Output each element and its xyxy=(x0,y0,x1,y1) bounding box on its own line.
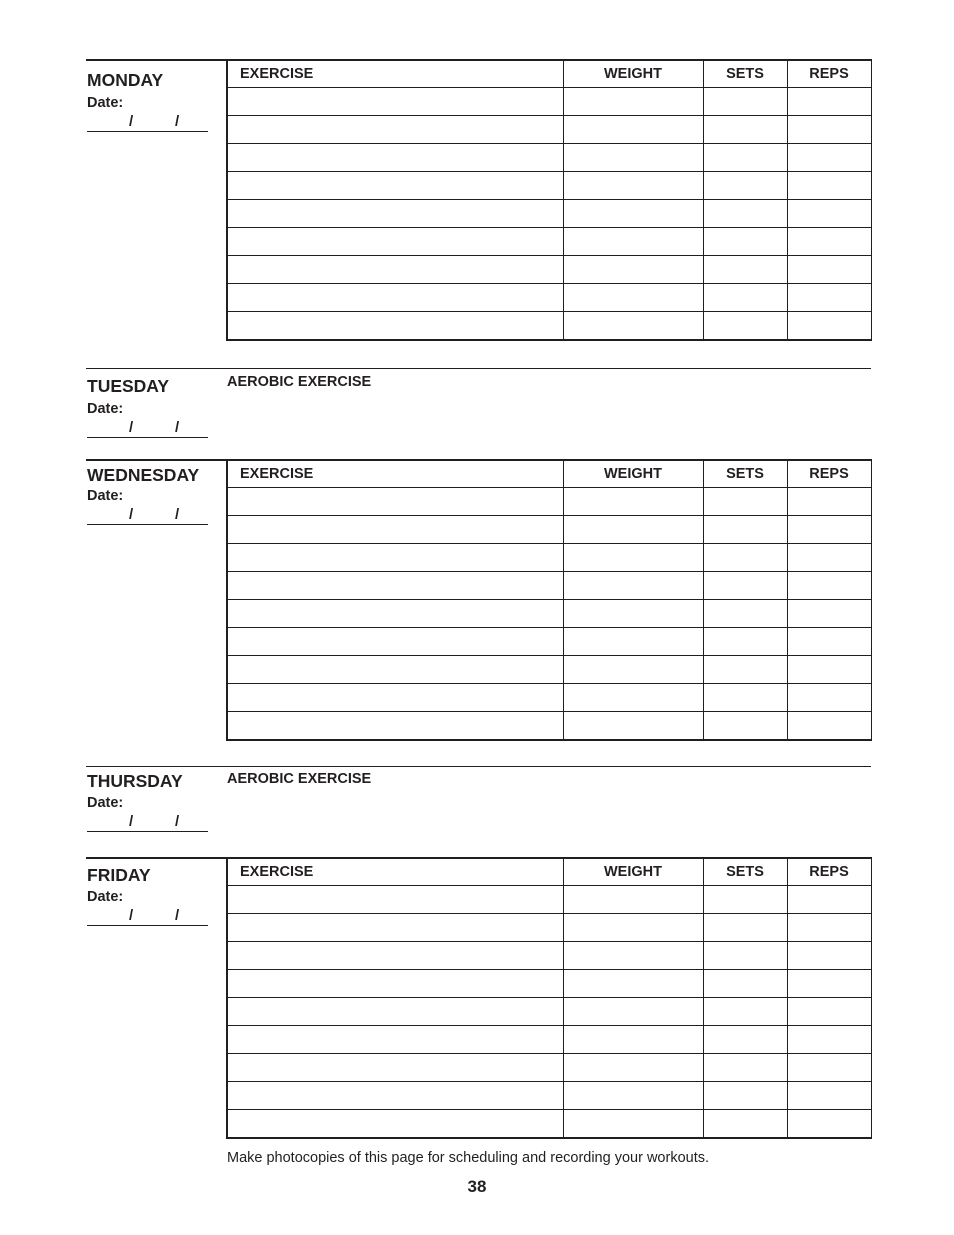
exercise-table xyxy=(226,857,872,1139)
exercise-cell[interactable] xyxy=(227,172,563,200)
sets-cell[interactable] xyxy=(703,1110,787,1139)
exercise-cell[interactable] xyxy=(227,488,563,516)
sets-cell[interactable] xyxy=(703,312,787,341)
reps-cell[interactable] xyxy=(787,516,871,544)
weight-cell[interactable] xyxy=(563,488,703,516)
exercise-cell[interactable] xyxy=(227,1110,563,1139)
reps-cell[interactable] xyxy=(787,200,871,228)
page-number: 38 xyxy=(467,1177,487,1196)
reps-cell[interactable] xyxy=(787,544,871,572)
reps-cell[interactable] xyxy=(787,572,871,600)
reps-cell[interactable] xyxy=(787,886,871,914)
day-title: THURSDAY xyxy=(87,771,183,791)
exercise-table xyxy=(226,459,872,741)
reps-cell[interactable] xyxy=(787,684,871,712)
exercise-cell[interactable] xyxy=(227,970,563,998)
date-separator: / xyxy=(129,813,134,830)
reps-cell[interactable] xyxy=(787,998,871,1026)
header-weight: WEIGHT xyxy=(563,460,703,488)
exercise-cell[interactable] xyxy=(227,942,563,970)
exercise-cell[interactable] xyxy=(227,600,563,628)
weight-cell[interactable] xyxy=(563,628,703,656)
date-separator: / xyxy=(129,113,134,130)
table-row xyxy=(227,970,871,998)
weight-cell[interactable] xyxy=(563,116,703,144)
table-body xyxy=(227,88,871,341)
date-label: Date: xyxy=(87,401,124,417)
reps-cell[interactable] xyxy=(787,312,871,341)
sets-cell[interactable] xyxy=(703,516,787,544)
table-row xyxy=(227,998,871,1026)
sets-cell[interactable] xyxy=(703,1026,787,1054)
table-row xyxy=(227,88,871,116)
sets-cell[interactable] xyxy=(703,200,787,228)
sets-cell[interactable] xyxy=(703,1082,787,1110)
date-separator: / xyxy=(129,907,134,924)
date-field[interactable] xyxy=(87,113,208,132)
date-separator: / xyxy=(129,506,134,523)
table-row xyxy=(227,942,871,970)
exercise-cell[interactable] xyxy=(227,914,563,942)
table-row xyxy=(227,256,871,284)
sets-cell[interactable] xyxy=(703,914,787,942)
weight-cell[interactable] xyxy=(563,886,703,914)
reps-cell[interactable] xyxy=(787,284,871,312)
date-separator: / xyxy=(175,419,180,436)
reps-cell[interactable] xyxy=(787,228,871,256)
reps-cell[interactable] xyxy=(787,1082,871,1110)
sets-cell[interactable] xyxy=(703,942,787,970)
exercise-cell[interactable] xyxy=(227,886,563,914)
exercise-cell[interactable] xyxy=(227,684,563,712)
weight-cell[interactable] xyxy=(563,600,703,628)
header-sets: SETS xyxy=(703,60,787,88)
date-label: Date: xyxy=(87,488,124,504)
table-row xyxy=(227,1054,871,1082)
weight-cell[interactable] xyxy=(563,516,703,544)
weight-cell[interactable] xyxy=(563,942,703,970)
weight-cell[interactable] xyxy=(563,88,703,116)
exercise-cell[interactable] xyxy=(227,628,563,656)
table-row xyxy=(227,712,871,741)
weight-cell[interactable] xyxy=(563,712,703,741)
date-label: Date: xyxy=(87,889,124,905)
exercise-cell[interactable] xyxy=(227,656,563,684)
table-row xyxy=(227,228,871,256)
table-body xyxy=(227,886,871,1139)
weight-cell[interactable] xyxy=(563,572,703,600)
table-row xyxy=(227,914,871,942)
exercise-cell[interactable] xyxy=(227,116,563,144)
sets-cell[interactable] xyxy=(703,284,787,312)
table-row xyxy=(227,544,871,572)
table-row xyxy=(227,116,871,144)
date-field[interactable] xyxy=(87,907,208,926)
table-row xyxy=(227,172,871,200)
exercise-cell[interactable] xyxy=(227,88,563,116)
reps-cell[interactable] xyxy=(787,970,871,998)
sets-cell[interactable] xyxy=(703,144,787,172)
reps-cell[interactable] xyxy=(787,256,871,284)
weight-cell[interactable] xyxy=(563,1054,703,1082)
reps-cell[interactable] xyxy=(787,488,871,516)
table-row xyxy=(227,1082,871,1110)
exercise-cell[interactable] xyxy=(227,284,563,312)
reps-cell[interactable] xyxy=(787,656,871,684)
header-weight: WEIGHT xyxy=(563,60,703,88)
reps-cell[interactable] xyxy=(787,172,871,200)
weight-cell[interactable] xyxy=(563,200,703,228)
table-row xyxy=(227,886,871,914)
date-field[interactable] xyxy=(87,506,208,525)
table-row xyxy=(227,656,871,684)
reps-cell[interactable] xyxy=(787,1054,871,1082)
sets-cell[interactable] xyxy=(703,886,787,914)
exercise-cell[interactable] xyxy=(227,712,563,741)
date-separator: / xyxy=(175,907,180,924)
weight-cell[interactable] xyxy=(563,172,703,200)
header-reps: REPS xyxy=(787,858,871,886)
weight-cell[interactable] xyxy=(563,1026,703,1054)
date-separator: / xyxy=(129,419,134,436)
exercise-cell[interactable] xyxy=(227,144,563,172)
weight-cell[interactable] xyxy=(563,312,703,341)
date-label: Date: xyxy=(87,95,124,111)
reps-cell[interactable] xyxy=(787,712,871,741)
reps-cell[interactable] xyxy=(787,116,871,144)
exercise-cell[interactable] xyxy=(227,1054,563,1082)
sets-cell[interactable] xyxy=(703,684,787,712)
table-row xyxy=(227,200,871,228)
reps-cell[interactable] xyxy=(787,600,871,628)
exercise-cell[interactable] xyxy=(227,228,563,256)
sets-cell[interactable] xyxy=(703,998,787,1026)
aerobic-exercise-label: AEROBIC EXERCISE xyxy=(227,771,372,787)
exercise-table xyxy=(226,59,872,341)
table-row xyxy=(227,312,871,341)
sets-cell[interactable] xyxy=(703,970,787,998)
sets-cell[interactable] xyxy=(703,228,787,256)
header-weight: WEIGHT xyxy=(563,858,703,886)
day-title: FRIDAY xyxy=(87,865,151,885)
table-row xyxy=(227,516,871,544)
section-divider xyxy=(86,766,871,767)
table-row xyxy=(227,684,871,712)
header-exercise: EXERCISE xyxy=(227,858,563,886)
sets-cell[interactable] xyxy=(703,656,787,684)
sets-cell[interactable] xyxy=(703,172,787,200)
reps-cell[interactable] xyxy=(787,628,871,656)
header-exercise: EXERCISE xyxy=(227,60,563,88)
sets-cell[interactable] xyxy=(703,600,787,628)
footer-note: Make photocopies of this page for scheduling and recording your workouts. xyxy=(227,1150,710,1166)
exercise-cell[interactable] xyxy=(227,572,563,600)
sets-cell[interactable] xyxy=(703,572,787,600)
sets-cell[interactable] xyxy=(703,256,787,284)
exercise-cell[interactable] xyxy=(227,998,563,1026)
reps-cell[interactable] xyxy=(787,914,871,942)
sets-cell[interactable] xyxy=(703,1054,787,1082)
reps-cell[interactable] xyxy=(787,144,871,172)
day-title: TUESDAY xyxy=(87,376,170,396)
table-row xyxy=(227,284,871,312)
table-row xyxy=(227,600,871,628)
exercise-cell[interactable] xyxy=(227,1082,563,1110)
table-row xyxy=(227,1110,871,1139)
header-reps: REPS xyxy=(787,460,871,488)
sets-cell[interactable] xyxy=(703,628,787,656)
weight-cell[interactable] xyxy=(563,284,703,312)
aerobic-exercise-label: AEROBIC EXERCISE xyxy=(227,374,372,390)
reps-cell[interactable] xyxy=(787,1026,871,1054)
reps-cell[interactable] xyxy=(787,942,871,970)
sets-cell[interactable] xyxy=(703,88,787,116)
weight-cell[interactable] xyxy=(563,656,703,684)
date-label: Date: xyxy=(87,795,124,811)
header-reps: REPS xyxy=(787,60,871,88)
weight-cell[interactable] xyxy=(563,998,703,1026)
exercise-cell[interactable] xyxy=(227,312,563,341)
header-sets: SETS xyxy=(703,858,787,886)
table-row xyxy=(227,144,871,172)
date-field[interactable] xyxy=(87,419,208,438)
section-divider xyxy=(86,368,871,369)
date-separator: / xyxy=(175,506,180,523)
sets-cell[interactable] xyxy=(703,488,787,516)
sets-cell[interactable] xyxy=(703,116,787,144)
exercise-cell[interactable] xyxy=(227,516,563,544)
weight-cell[interactable] xyxy=(563,914,703,942)
table-row xyxy=(227,628,871,656)
reps-cell[interactable] xyxy=(787,88,871,116)
sets-cell[interactable] xyxy=(703,544,787,572)
weight-cell[interactable] xyxy=(563,228,703,256)
table-body xyxy=(227,488,871,741)
sets-cell[interactable] xyxy=(703,712,787,741)
weight-cell[interactable] xyxy=(563,144,703,172)
exercise-cell[interactable] xyxy=(227,256,563,284)
exercise-cell[interactable] xyxy=(227,1026,563,1054)
table-row xyxy=(227,488,871,516)
weight-cell[interactable] xyxy=(563,1082,703,1110)
exercise-cell[interactable] xyxy=(227,544,563,572)
day-title: WEDNESDAY xyxy=(87,465,200,485)
date-separator: / xyxy=(175,113,180,130)
weight-cell[interactable] xyxy=(563,544,703,572)
date-separator: / xyxy=(175,813,180,830)
table-row xyxy=(227,572,871,600)
weight-cell[interactable] xyxy=(563,970,703,998)
header-sets: SETS xyxy=(703,460,787,488)
reps-cell[interactable] xyxy=(787,1110,871,1139)
date-field[interactable] xyxy=(87,813,208,832)
day-title: MONDAY xyxy=(87,70,164,90)
weight-cell[interactable] xyxy=(563,1110,703,1139)
table-row xyxy=(227,1026,871,1054)
weight-cell[interactable] xyxy=(563,684,703,712)
weight-cell[interactable] xyxy=(563,256,703,284)
exercise-cell[interactable] xyxy=(227,200,563,228)
header-exercise: EXERCISE xyxy=(227,460,563,488)
